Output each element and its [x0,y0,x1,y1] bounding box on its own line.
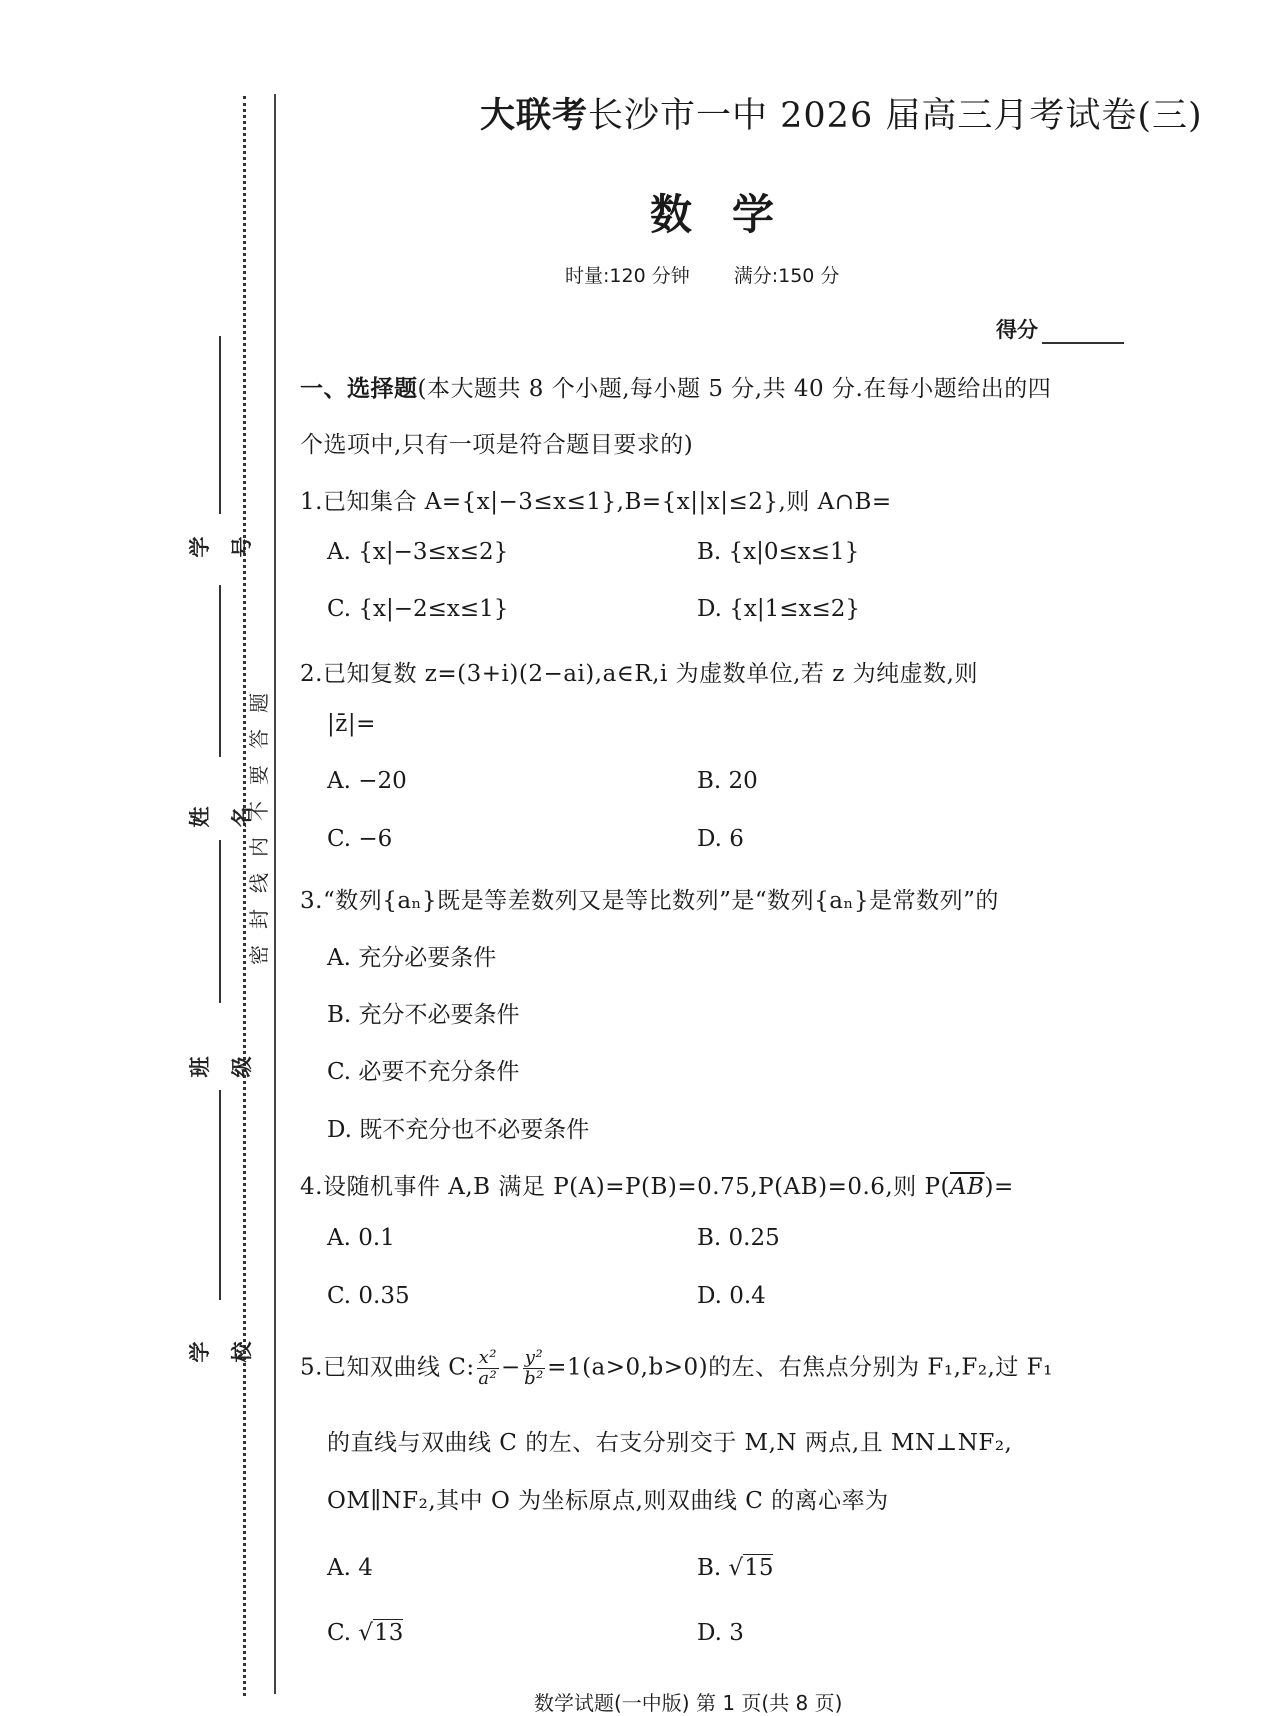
section-heading [300,370,1051,403]
class-fill-line[interactable] [219,840,221,1003]
q3-option-c[interactable]: C. 必要不充分条件 [327,1059,520,1085]
q1-option-d[interactable]: D. {x|1≤x≤2} [697,596,861,622]
q4-option-b[interactable]: B. 0.25 [697,1225,780,1251]
question-number: 1. [300,489,323,515]
name-fill-line[interactable] [219,585,221,757]
exam-meta [565,261,839,288]
question-5-stem-line3: OM∥NF₂,其中 O 为坐标原点,则双曲线 C 的离心率为 [327,1488,889,1514]
q1-option-b[interactable]: B. {x|0≤x≤1} [697,539,860,565]
section-instructions: (本大题共 8 个小题,每小题 5 分,共 40 分.在每小题给出的四 [417,376,1052,402]
q3-option-d[interactable]: D. 既不充分也不必要条件 [327,1117,590,1143]
question-number: 2. [300,661,323,687]
question-stem: 设随机事件 A,B 满足 P(A)=P(B)=0.75,P(AB)=0.6,则 P( [322,1174,950,1200]
class-label: 班级 [188,1056,254,1078]
exam-title-brand: 大联考 [480,95,589,136]
exam-title [480,88,1203,138]
subject-title: 数学 [650,190,815,239]
q3-option-b[interactable]: B. 充分不必要条件 [327,1002,520,1028]
school-fill-line[interactable] [219,1090,221,1300]
question-5-stem-line2: 的直线与双曲线 C 的左、右支分别交于 M,N 两点,且 MN⊥NF₂, [327,1430,1013,1456]
q2-option-b[interactable]: B. 20 [697,768,758,794]
section-title: 一、选择题 [300,376,418,402]
q1-option-a[interactable]: A. {x|−3≤x≤2} [327,539,509,565]
q2-option-d[interactable]: D. 6 [697,826,744,852]
q2-option-c[interactable]: C. −6 [327,826,393,852]
q5-option-d[interactable]: D. 3 [697,1620,744,1646]
q4-option-a[interactable]: A. 0.1 [327,1225,395,1251]
q5-option-c[interactable]: C. √13 [327,1620,404,1646]
q2-option-a[interactable]: A. −20 [327,768,407,794]
score-label: 得分 [996,318,1038,342]
question-stem: 已知复数 z=(3+i)(2−ai),a∈R,i 为虚数单位,若 z 为纯虚数,则 [322,661,978,687]
question-3 [300,882,999,915]
fraction-y2-b2: $\frac{\text{y²}}{\text{b²}}$ [524,1347,544,1389]
q5-option-a[interactable]: A. 4 [327,1555,373,1581]
fraction-x2-a2: $\frac{\text{x²}}{\text{a²}}$ [478,1347,498,1389]
seal-notice: 密封线内不要答题 [247,677,271,965]
score-field [996,314,1124,344]
exam-title-text: 长沙市一中 2026 届高三月考试卷(三) [588,96,1203,136]
question-2 [300,655,978,688]
name-label: 姓名 [188,806,254,828]
question-number: 5. [300,1354,323,1381]
student-id-fill-line[interactable] [219,336,221,514]
time-limit: 时量:120 分钟 [565,265,690,287]
school-label: 学校 [188,1341,254,1363]
sqrt-radicand: 15 [744,1555,774,1581]
section-instructions-line2: 个选项中,只有一项是符合题目要求的) [300,432,694,458]
question-5: 5.已知双曲线 C: $\frac{\text{x²}}{\text{a²}}$ − $\frac{\text{y²}}{\text{b²}}$ =1(a>0,b>0)的左、右焦点分别为 F₁,F₂,过 F₁ [300,1347,1053,1389]
page-footer: 数学试题(一中版) 第 1 页(共 8 页) [534,1691,843,1715]
q4-option-d[interactable]: D. 0.4 [697,1283,766,1309]
student-id-label: 学号 [188,536,254,558]
question-4: 4.设随机事件 A,B 满足 P(A)=P(B)=0.75,P(AB)=0.6,则 $P(\overline{AB})=$ [300,1174,1014,1200]
q1-option-c[interactable]: C. {x|−2≤x≤1} [327,596,509,622]
sqrt-radicand: 13 [374,1620,404,1646]
question-2-stem-line2: |z̄|= [327,711,376,737]
score-blank[interactable] [1042,320,1124,344]
q3-option-a[interactable]: A. 充分必要条件 [327,945,497,971]
question-stem: “数列{aₙ}既是等差数列又是等比数列”是“数列{aₙ}是常数列”的 [322,888,999,914]
question-stem: 已知集合 A={x|−3≤x≤1},B={x||x|≤2},则 A∩B= [322,489,892,515]
q5-option-b[interactable]: B. √15 [697,1555,774,1581]
question-number: 3. [300,888,323,914]
complement-event: $\overline{AB}$ [949,1174,985,1200]
question-number: 4. [300,1174,323,1200]
q4-option-c[interactable]: C. 0.35 [327,1283,410,1309]
full-score: 满分:150 分 [733,265,840,287]
question-1 [300,483,892,516]
